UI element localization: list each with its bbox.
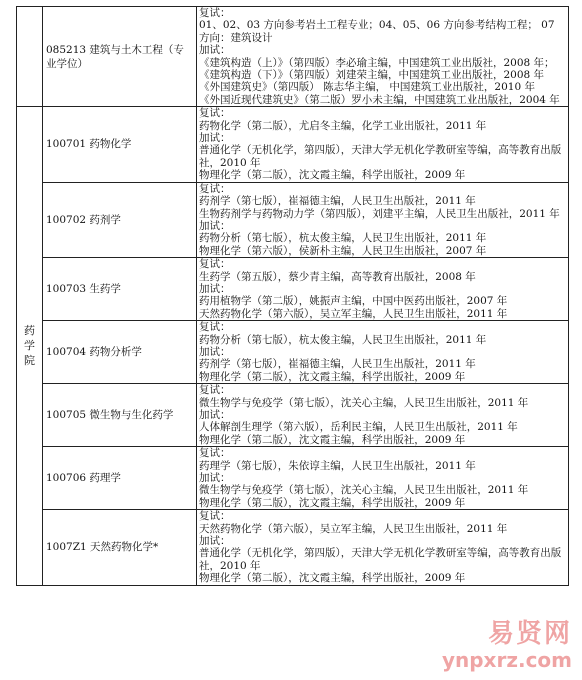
book-line: 生药学（第五版），蔡少青主编，高等教育出版社，2008 年 bbox=[199, 270, 476, 283]
book-line: 复试： bbox=[199, 107, 231, 120]
table-row-architecture bbox=[17, 7, 569, 107]
book-line: 《建筑构造（上）》（第四版）李必瑜主编，中国建筑工业出版社，2008 年； bbox=[199, 56, 555, 69]
book-line: 微生物学与免疫学（第七版），沈关心主编，人民卫生出版社，2011 年 bbox=[199, 396, 529, 409]
book-line: 微生物学与免疫学（第七版），沈关心主编，人民卫生出版社，2011 年 bbox=[199, 484, 529, 497]
college-name-char: 学 bbox=[24, 339, 35, 353]
book-line: 《外国近现代建筑史》（第二版）罗小未主编，中国建筑工业出版社，2004 年 bbox=[199, 93, 560, 106]
book-line: 人体解剖生理学（第六版），岳利民主编，人民卫生出版社，2011 年 bbox=[199, 421, 518, 434]
book-line: 生物药剂学与药物动力学（第四版），刘建平主编，人民卫生出版社，2011 年 bbox=[199, 207, 560, 220]
book-line: 加试： bbox=[199, 472, 231, 485]
book-line: 复试： bbox=[199, 384, 231, 397]
major-cell bbox=[43, 321, 197, 384]
college-cell bbox=[17, 107, 43, 585]
book-line: 加试： bbox=[199, 409, 231, 421]
book-line: 加试： bbox=[199, 132, 231, 145]
book-line: 药物化学（第二版），尤启冬主编，化学工业出版社，2011 年 bbox=[199, 119, 487, 132]
major-cell bbox=[43, 510, 197, 585]
books-cell bbox=[197, 447, 569, 510]
book-line: 《外国建筑史》（第四版） 陈志华主编， 中国建筑工业出版社，2010 年 bbox=[199, 81, 535, 94]
books-cell bbox=[197, 321, 569, 384]
book-line: 物理化学（第二版），沈文霞主编，科学出版社，2009 年 bbox=[199, 433, 466, 446]
books-cell bbox=[197, 510, 569, 585]
table-row bbox=[17, 447, 569, 510]
book-line: 药用植物学（第二版），姚振声主编，中国中医药出版社，2007 年 bbox=[199, 295, 508, 308]
book-line: 加试： bbox=[199, 282, 231, 295]
book-line: 01、02、03 方向参考岩土工程专业；04、05、06 方向参考结构工程； 07 方向：建筑设计 bbox=[199, 19, 555, 44]
book-line: 药剂学（第七版），崔福德主编，人民卫生出版社，2011 年 bbox=[199, 195, 476, 208]
document-page bbox=[16, 6, 568, 586]
book-line: 复试： bbox=[199, 7, 231, 19]
table-row bbox=[17, 510, 569, 585]
major-cell bbox=[43, 182, 197, 257]
major-cell bbox=[43, 447, 197, 510]
book-line: 普通化学（无机化学，第四版），天津大学无机化学教研室等编，高等教育出版社，2010 年 bbox=[199, 144, 562, 169]
book-line: 加试： bbox=[199, 535, 231, 548]
books-cell bbox=[197, 384, 569, 447]
book-line: 药物分析（第七版），杭太俊主编，人民卫生出版社，2011 年 bbox=[199, 333, 487, 346]
books-cell bbox=[197, 182, 569, 257]
book-line: 物理化学（第二版），沈文霞主编，科学出版社，2009 年 bbox=[199, 572, 466, 585]
books-cell bbox=[197, 107, 569, 182]
table-row bbox=[17, 107, 569, 182]
book-line: 加试： bbox=[199, 44, 231, 57]
major-name: 085213 建筑与土木工程（专业学位） bbox=[46, 43, 184, 70]
book-line: 物理化学（第二版），沈文霞主编，科学出版社，2009 年 bbox=[199, 169, 466, 182]
major-name: 100702 药剂学 bbox=[46, 213, 121, 226]
book-line: 《建筑构造（下）》（第四版）刘建荣主编，中国建筑工业出版社，2008 年 bbox=[199, 69, 545, 82]
table-body bbox=[17, 7, 569, 586]
major-name: 100704 药物分析学 bbox=[46, 346, 142, 359]
college-name-char: 药 bbox=[24, 324, 35, 338]
major-cell bbox=[43, 258, 197, 321]
watermark-url: ynpxrz.com bbox=[441, 648, 572, 672]
watermark-brand: 易贤网 bbox=[487, 619, 572, 649]
table-row bbox=[17, 258, 569, 321]
book-line: 物理化学（第二版），沈文霞主编，科学出版社，2009 年 bbox=[199, 370, 466, 383]
table-row bbox=[17, 321, 569, 384]
major-name: 1007Z1 天然药物化学* bbox=[46, 541, 159, 554]
book-line: 药剂学（第七版），崔福德主编，人民卫生出版社，2011 年 bbox=[199, 358, 476, 371]
book-line: 复试： bbox=[199, 258, 231, 271]
major-cell bbox=[43, 7, 197, 107]
book-line: 物理化学（第二版），沈文霞主编，科学出版社，2009 年 bbox=[199, 496, 466, 509]
book-line: 复试： bbox=[199, 510, 231, 523]
book-line: 天然药物化学（第六版），吴立军主编，人民卫生出版社，2011 年 bbox=[199, 307, 508, 320]
book-line: 复试： bbox=[199, 182, 231, 195]
major-cell bbox=[43, 107, 197, 182]
college-name-char: 院 bbox=[24, 354, 35, 368]
major-name: 100706 药理学 bbox=[46, 472, 121, 485]
table-row bbox=[17, 182, 569, 257]
book-line: 物理化学（第六版），侯新朴主编，人民卫生出版社，2007 年 bbox=[199, 244, 487, 257]
book-line: 药理学（第七版），朱依谆主编，人民卫生出版社，2011 年 bbox=[199, 459, 476, 472]
book-line: 复试： bbox=[199, 321, 231, 334]
major-cell bbox=[43, 384, 197, 447]
table-row bbox=[17, 384, 569, 447]
major-name: 100705 微生物与生化药学 bbox=[46, 409, 174, 422]
book-line: 天然药物化学（第六版），吴立军主编，人民卫生出版社，2011 年 bbox=[199, 522, 508, 535]
book-line: 加试： bbox=[199, 219, 231, 232]
college-cell-blank bbox=[17, 7, 43, 107]
books-cell bbox=[197, 258, 569, 321]
book-line: 普通化学（无机化学，第四版），天津大学无机化学教研室等编，高等教育出版社，2010 年 bbox=[199, 547, 562, 572]
book-line: 复试： bbox=[199, 447, 231, 460]
exam-reference-table bbox=[16, 6, 569, 586]
book-line: 加试： bbox=[199, 345, 231, 358]
book-line: 药物分析（第七版），杭太俊主编，人民卫生出版社，2011 年 bbox=[199, 232, 487, 245]
watermark bbox=[442, 613, 572, 672]
books-cell bbox=[197, 7, 569, 107]
major-name: 100703 生药学 bbox=[46, 283, 121, 296]
major-name: 100701 药物化学 bbox=[46, 138, 132, 151]
